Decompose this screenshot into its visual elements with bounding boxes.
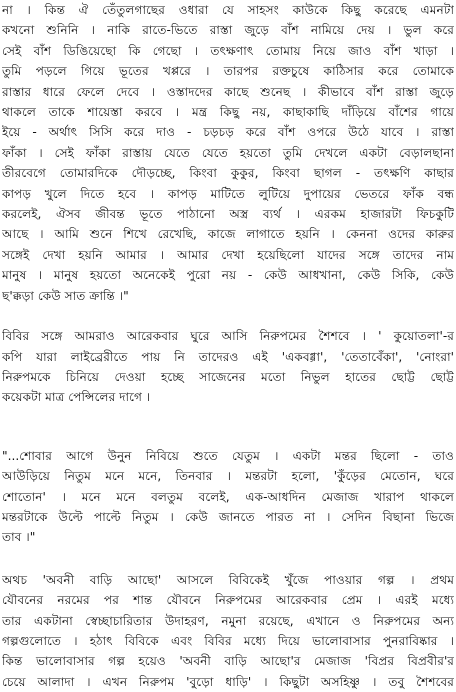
text-line: কয়েকটা মাত্র পেন্সিলের দাগে ।: [2, 390, 151, 405]
text-line: রাস্তার ধারে ফেলে দেবে । ওস্তাদদের কাছে শুনেছ । কীভাবে বাঁশ রাস্তা জুড়ে: [2, 84, 454, 99]
paragraph-gap: [2, 408, 454, 446]
text-line: ছ'ক্কড়া কেউ সাত ক্রান্তি ।": [2, 288, 129, 303]
text-line: তুমি পড়লে গিয়ে ভূতের খপ্পরে । তারপর রক্তচুষে কাঠিসার করে তোমাকে: [2, 64, 454, 79]
paragraph-bibi-childhood: [2, 326, 454, 408]
paragraph-quote-ghosts: [2, 0, 454, 306]
text-line: মন্তরটাকে উল্টে পাল্টে নিতুম । কেউ জানতে পারত না । সেদিন বিছানা ভিজে: [2, 509, 454, 524]
paragraph-gap: [2, 548, 454, 570]
text-line: সেই বাঁশ ডিঙিয়েছো কি গেছো । তৎক্ষণাৎ তোমায় নিয়ে জাও বাঁশ খাড়া ।: [2, 43, 454, 58]
text-line: কপি যারা লাইব্রেরীতে পায় নি তাদেরও এই 'একবগ্গা', 'তেতাবেঁকা', 'নোংরা': [2, 349, 454, 364]
text-line: ইয়ে - অর্থাৎ সিসি করে দাও - চড়চড় করে বাঁশ ওপরে উঠে যাবে । রাস্তা: [2, 125, 454, 140]
text-line: কিন্ত ভালোবাসার গল্প হয়েও 'অবনী বাড়ি আছো'র মেজাজ 'বিপ্রর বিপ্রবীর'র: [2, 654, 454, 669]
text-line: সঙ্গেই দেখা হয়নি আমার । আমার দেখা হয়েছিলো যাদের সঙ্গে তাদের নাম: [2, 247, 454, 262]
text-line: থাকলে তাকে শায়েস্তা করবে । মন্ত্র কিছু নয়, কাছাকাছি দাঁড়িয়ে বাঁশের গায়ে: [2, 105, 454, 120]
text-line: চেয়ে আলাদা । এখন নিরুপম 'বুড়ো ধাড়ি' । কিছুটা অসহিষ্ণু । তবু শৈশবের: [2, 674, 454, 689]
text-line: ফাঁকা । সেই ফাঁকা রাস্তায় যেতে যেতে হয়তো তুমি দেখলে একটা বেড়ালছানা: [2, 145, 454, 160]
text-line: "...শোবার আগে উনুন নিবিয়ে শুতে যেতুম । একটা মন্তর ছিলো - তাও: [2, 448, 454, 463]
text-line: আউড়িয়ে নিতুম মনে মনে, তিনবার । মন্তরটা হলো, 'কুঁড়ের মেতোন, ঘরে: [2, 469, 454, 484]
text-line: না । কিন্ত ঐ তেঁতুলগাছের ওধারা যে সাহসং কাউকে কিছু করেছে এমনটা: [2, 3, 454, 17]
text-line: কখনো শুনিনি । নাকি রাতে-ভিতে রাস্তা জুড়ে বাঁশ নামিয়ে দেয় । ভুল করে: [2, 23, 454, 38]
text-line: বিবির সঙ্গে আমরাও আরেকবার ঘুরে আসি নিরুপমের শৈশবে । ' কুয়োতলা'-র: [2, 329, 454, 344]
paragraph-aboni-bari: [2, 570, 454, 692]
text-line: অথচ 'অবনী বাড়ি আছো' আসলে বিবিকেই খুঁজে পাওয়ার গল্প । প্রথম: [2, 572, 454, 587]
text-line: তাব ।": [2, 530, 36, 545]
text-line: যৌবনের নরমের পর শান্ত যৌবনে নিরুপমের আরেকবার প্রেম । এরই মধ্যে: [2, 593, 454, 608]
text-line: কাপড় খুলে দিতে হবে । কাপড় মাটিতে লুটিয়ে দুপায়ের ভেতরে ফাঁক বন্ধ: [2, 186, 454, 201]
paragraph-gap: [2, 306, 454, 326]
text-line: আছে । আমি শুনে শিখে রেখেছি, কাজে লাগাতে হয়নি । কেননা ওদের কারুর: [2, 227, 454, 242]
document-page: [2, 0, 454, 692]
text-line: করলেই, ঐসব জীবন্ত ভূতে পাঠানো অস্ত্র ব্যর্থ । এরকম হাজারটা ফিচকুটি: [2, 207, 454, 222]
text-line: নিরুপমকে চিনিয়ে দেওয়া হচ্ছে সাজেনের মতো নিভুল হাতের ছোট্ট ছোট্ট: [2, 369, 454, 384]
text-line: তার একটানা স্বেচ্ছাচারিতার উদাহরণ, নমুনা রয়েছে, এখানে ও নিরুপমের অন্য: [2, 613, 454, 628]
paragraph-quote-mantra: [2, 446, 454, 548]
text-line: গল্পগুলোতে । হঠাৎ বিবিকে এবং বিবির মধ্যে দিয়ে ভালোবাসার পুনরাবিষ্কার ।: [2, 633, 454, 648]
text-line: তীরবেগে তোমারদিকে দৌড়চ্ছে, কিংবা কুকুর, কিংবা ছাগল - তৎক্ষণি কাছার: [2, 166, 454, 181]
text-line: মানুষ । মানুষ হয়তো অনেকেই পুরো নয় - কেউ আধখানা, কেউ সিকি, কেউ: [2, 268, 454, 283]
text-line: শোতোন' । মনে মনে বলতুম বলেই, এক-আধদিন মেজাজ খারাপ থাকলে: [2, 489, 454, 504]
